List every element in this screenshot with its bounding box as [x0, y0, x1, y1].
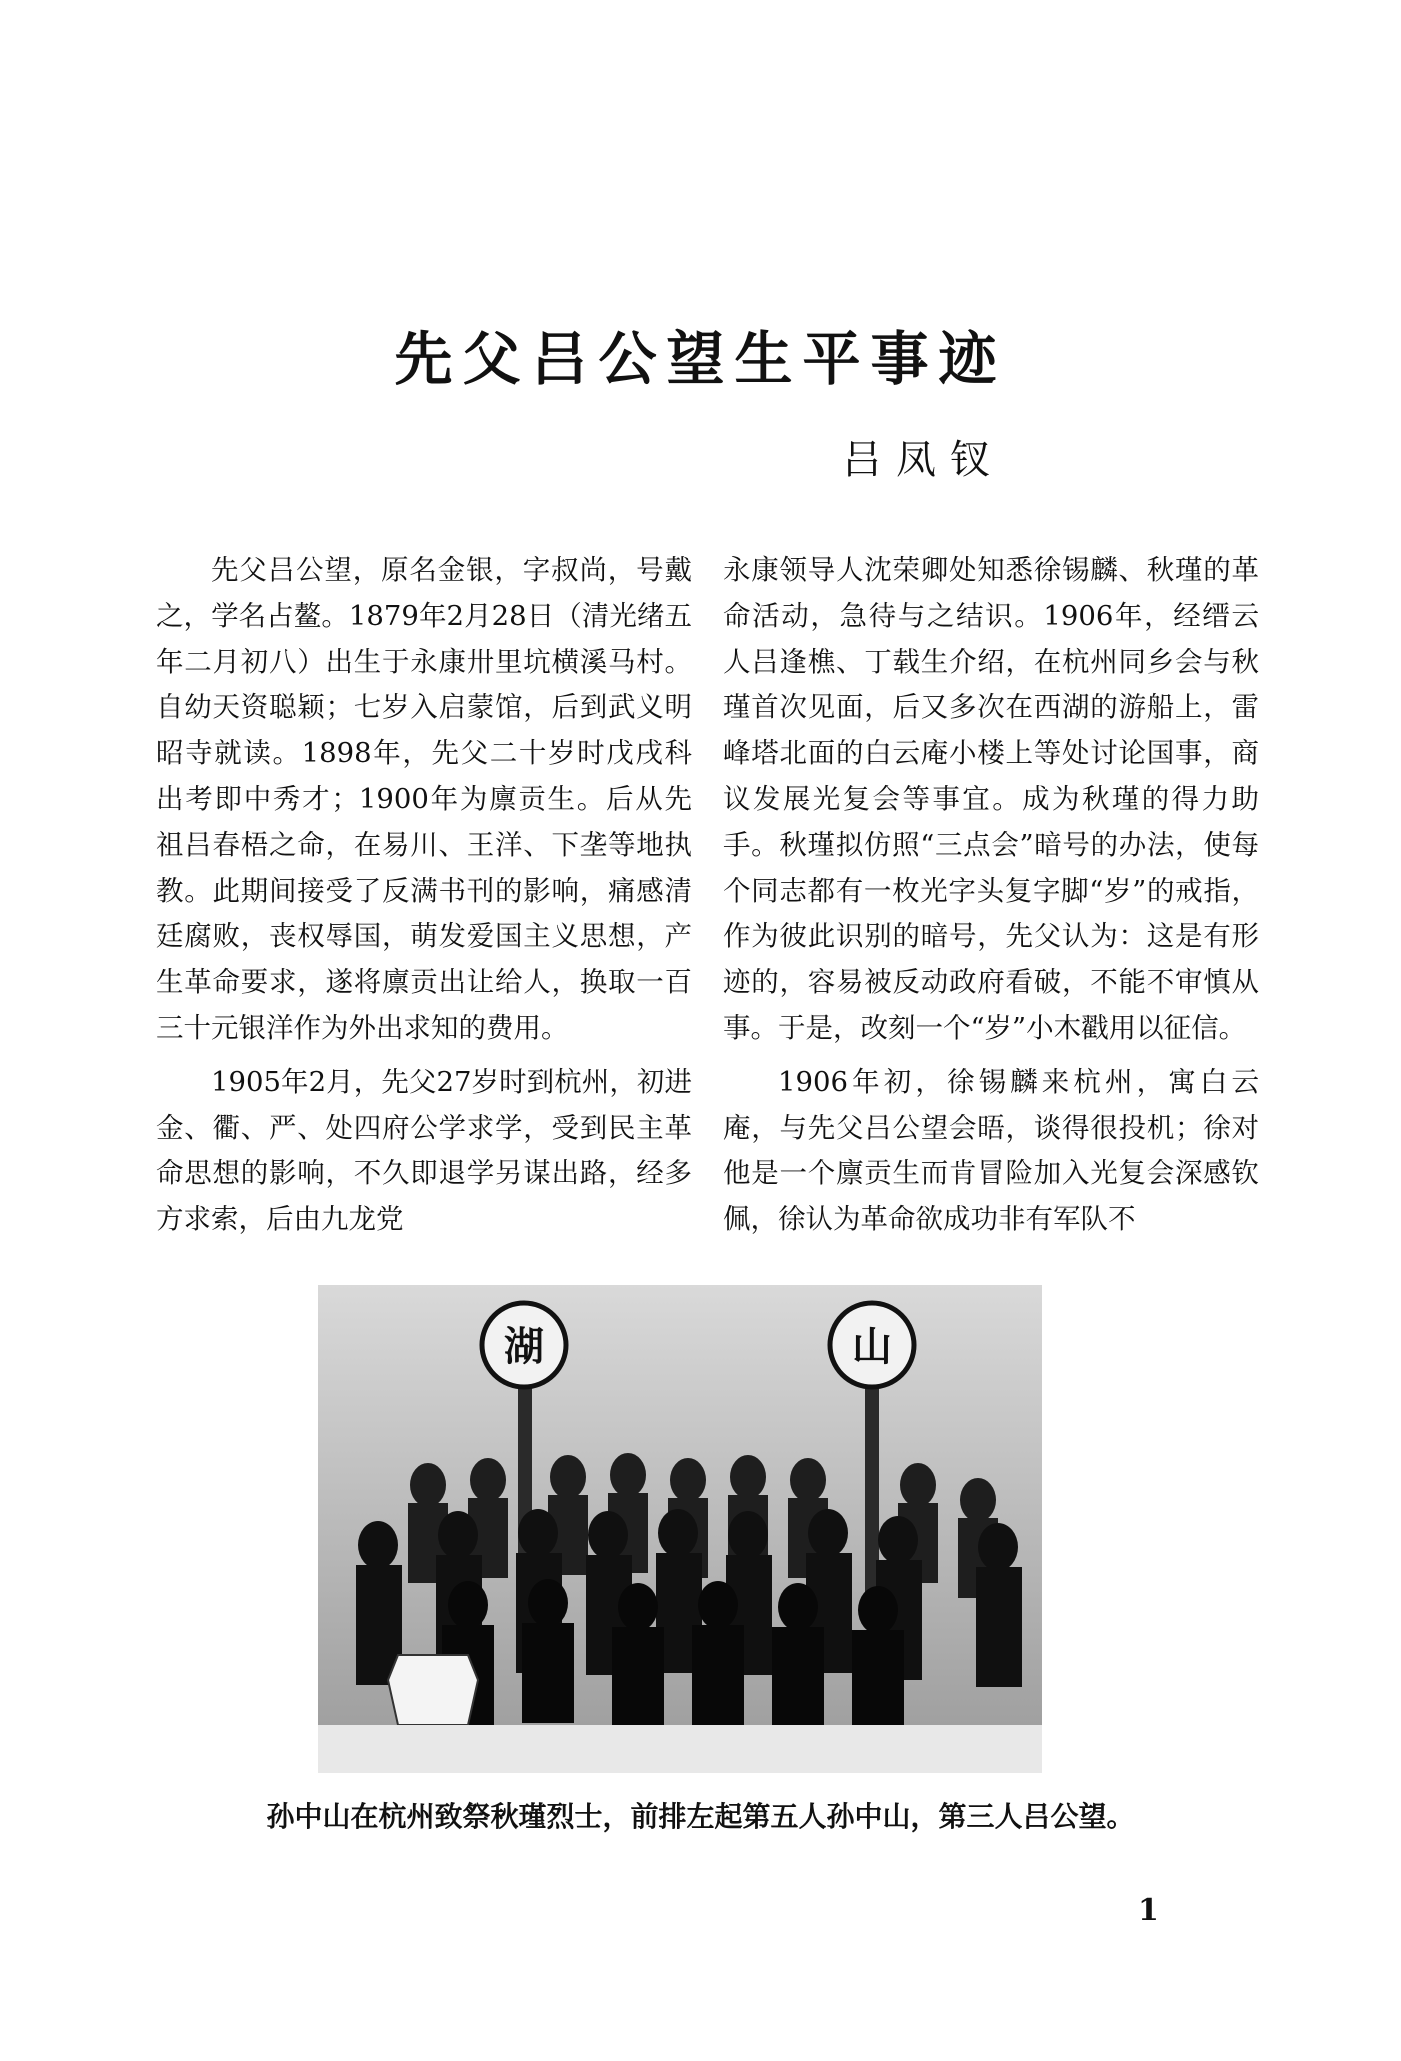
memorial-vase	[388, 1655, 478, 1725]
paragraph: 永康领导人沈荣卿处知悉徐锡麟、秋瑾的革命活动，急待与之结识。1906年，经缙云人吕逢樵、丁载生介绍，在杭州同乡会与秋瑾首次见面，后又多次在西湖的游船上，雷峰塔北面的白云庵小楼上等处讨论国事，商议发展光复会等事宜。成为秋瑾的得力助手。秋瑾拟仿照“三点会”暗号的办法，使每个同志都有一枚光字头复字脚“岁”的戒指，作为彼此识别的暗号，先父认为：这是有形迹的，容易被反动政府看破，不能不审慎从事。于是，改刻一个“岁”小木戳用以征信。	[723, 554, 1259, 1044]
page-number: 1	[1138, 1893, 1159, 1928]
article-title: 先父吕公望生平事迹	[394, 325, 1007, 393]
banner-char-right: 山	[852, 1323, 892, 1370]
text-column-right	[723, 548, 1259, 1243]
author-name: 吕凤钗	[842, 437, 1004, 483]
paragraph: 1905年2月，先父27岁时到杭州，初进金、衢、严、处四府公学求学，受到民主革命思想的影响，不久即退学另谋出路，经多方求索，后由九龙党	[156, 1065, 692, 1236]
ground	[318, 1725, 1042, 1773]
banner-char-left: 湖	[504, 1323, 544, 1370]
group-photo-illustration	[318, 1285, 1042, 1773]
photo-caption: 孙中山在杭州致祭秋瑾烈士，前排左起第五人孙中山，第三人吕公望。	[266, 1800, 1135, 1833]
group-photo	[318, 1285, 1042, 1773]
paragraph: 1906年初，徐锡麟来杭州，寓白云庵，与先父吕公望会晤，谈得很投机；徐对他是一个廪贡生而肯冒险加入光复会深感钦佩，徐认为革命欲成功非有军队不	[723, 1065, 1259, 1236]
text-column-left	[156, 548, 692, 1243]
paragraph: 先父吕公望，原名金银，字叔尚，号戴之，学名占鳌。1879年2月28日（清光绪五年二月初八）出生于永康卅里坑横溪马村。自幼天资聪颖；七岁入启蒙馆，后到武义明昭寺就读。1898年，先父二十岁时戊戌科出考即中秀才；1900年为廪贡生。后从先祖吕春梧之命，在易川、王洋、下垄等地执教。此期间接受了反满书刊的影响，痛感清廷腐败，丧权辱国，萌发爱国主义思想，产生革命要求，遂将廪贡出让给人，换取一百三十元银洋作为外出求知的费用。	[156, 554, 692, 1044]
